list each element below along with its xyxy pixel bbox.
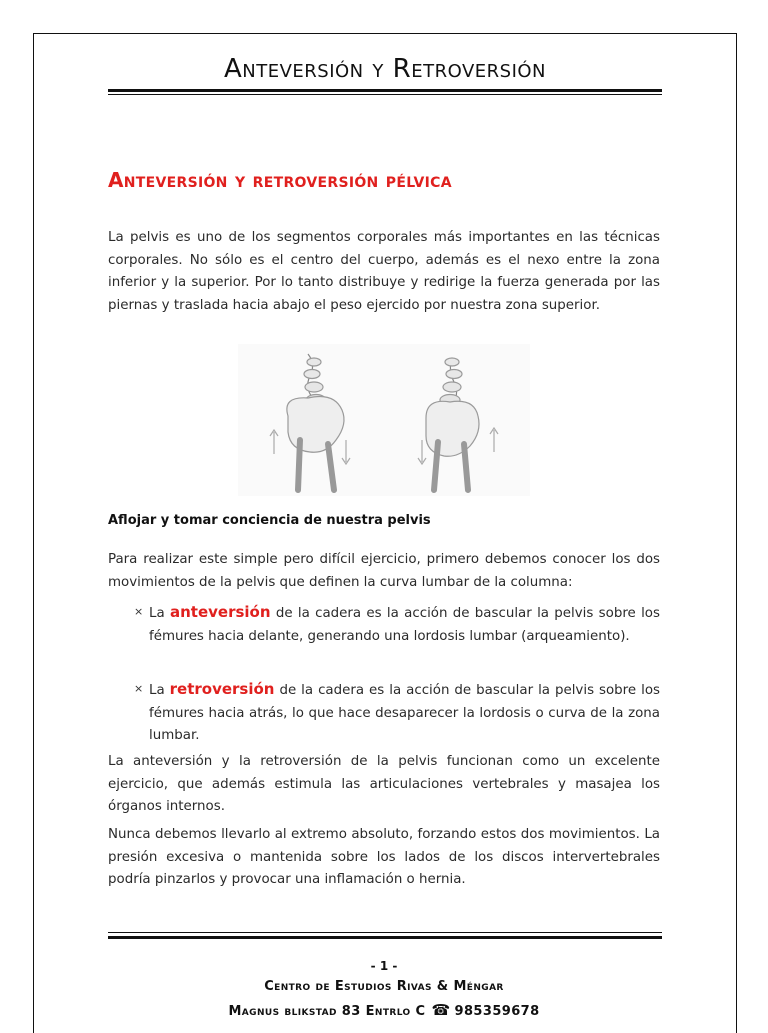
bullet-anteversion (108, 601, 660, 648)
bullet-retroversion (108, 678, 660, 748)
footer-rule-thick (108, 936, 662, 939)
term-anteversion: anteversión (169, 603, 271, 621)
paragraph-warning: Nunca debemos llevarlo al extremo absoluto, forzando estos dos movimientos. La presión excesiva o mantenida sobre los lados de los discos intervertebrales podría pinzarlos y provocar una inflamación o hernia. (108, 827, 660, 887)
bullet-mark: × (134, 682, 144, 695)
footer-address: Magnus blikstad 83 Entrlo C (228, 1004, 426, 1019)
title-rule-thin (108, 94, 662, 95)
paragraph-benefits: La anteversión y la retroversión de la pelvis funcionan como un excelente ejercicio, que además estimula las articulaciones vertebrales y masajea los órganos internos. (108, 754, 660, 814)
bullet-prefix: La (149, 606, 170, 621)
page-title: Anteversión y Retroversión (223, 54, 547, 84)
bullet-body: de la cadera es la acción de bascular la pelvis sobre los fémures hacia delante, generando una lordosis lumbar (arqueamiento). (149, 606, 660, 644)
page-number: - 1 - (370, 959, 398, 973)
pelvis-illustration (238, 344, 530, 496)
intro-paragraph: La pelvis es uno de los segmentos corporales más importantes en las técnicas corporales. No sólo es el centro del cuerpo, además es el nexo entre la zona inferior y la superior. Por lo tanto distribuye y redirige la fuerza generada por las piernas y traslada hacia abajo el peso ejercido por nuestra zona superior. (108, 230, 660, 313)
telephone-icon: ☎ (431, 1001, 451, 1019)
footer-rule-thin (108, 932, 662, 933)
term-retroversion: retroversión (169, 680, 275, 698)
bullet-mark: × (134, 605, 144, 618)
section-heading: Anteversión y retroversión pélvica (108, 168, 452, 192)
footer-contact (0, 1001, 768, 1019)
bullet-body: de la cadera es la acción de bascular la pelvis sobre los fémures hacia atrás, lo que hace desaparecer la lordosis o curva de la zona lumbar. (149, 683, 660, 743)
bullet-prefix: La (149, 683, 170, 698)
subheading: Aflojar y tomar conciencia de nuestra pelvis (108, 513, 431, 528)
footer-organization: Centro de Estudios Rivas & Méngar (264, 979, 504, 994)
paragraph-movements: Para realizar este simple pero difícil ejercicio, primero debemos conocer los dos movimientos de la pelvis que definen la curva lumbar de la columna: (108, 552, 660, 590)
title-rule-thick (108, 89, 662, 92)
footer-phone: 985359678 (454, 1004, 540, 1019)
